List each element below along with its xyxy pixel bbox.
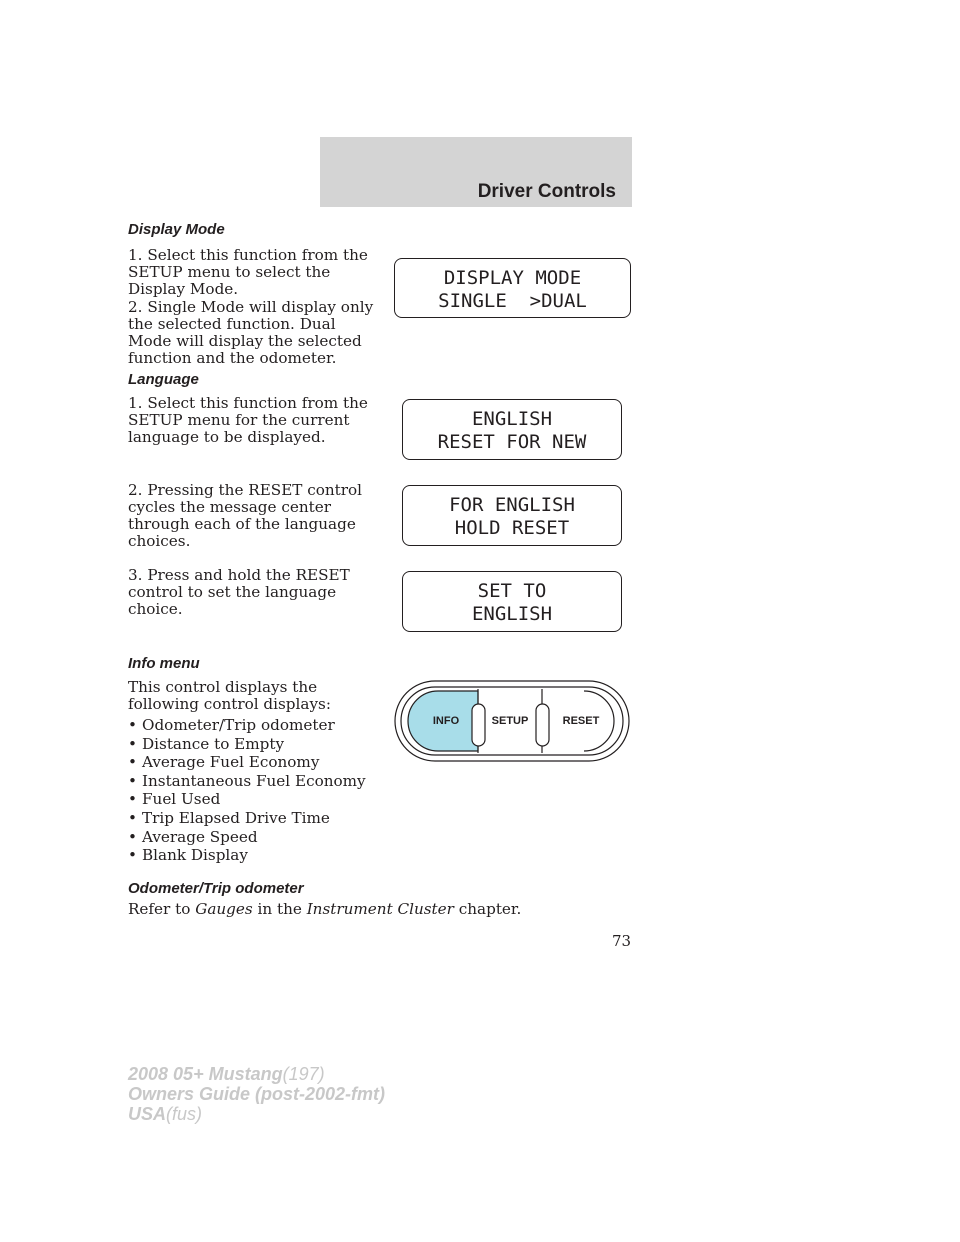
bullet-icon: • [128, 808, 137, 827]
bullet-icon: • [128, 846, 137, 865]
bullet-icon: • [128, 771, 137, 790]
list-item: • Average Speed [128, 827, 258, 846]
separator-bump-1 [472, 704, 485, 746]
page-number: 73 [612, 932, 632, 950]
section-title: Driver Controls [477, 181, 616, 202]
language-step-3: 3. Press and hold the RESET control to set the language choice. [128, 566, 350, 618]
reset-button[interactable]: RESET [562, 715, 600, 727]
info-button[interactable]: INFO [432, 715, 460, 727]
lcd-line-1: ENGLISH [471, 408, 553, 430]
list-item: • Instantaneous Fuel Economy [128, 771, 366, 790]
list-item: • Average Fuel Economy [128, 753, 320, 772]
lcd-line-1: SET TO [477, 580, 547, 602]
bullet-icon: • [128, 827, 137, 846]
odometer-text: Refer to Gauges in the Instrument Cluster chapter. [128, 900, 522, 918]
setup-button[interactable]: SETUP [491, 715, 529, 727]
list-item: • Fuel Used [128, 790, 221, 809]
list-item: • Odometer/Trip odometer [128, 716, 335, 734]
separator-bump-2 [536, 704, 549, 746]
info-menu-intro: This control displays the following control displays: [128, 678, 331, 713]
lcd-line-2: RESET FOR NEW [437, 431, 587, 453]
list-item: • Trip Elapsed Drive Time [128, 808, 330, 827]
list-item: • Distance to Empty [128, 734, 285, 753]
info-menu-list [128, 716, 366, 865]
language-step-1: 1. Select this function from the SETUP menu for the current language to be displayed. [128, 394, 368, 446]
lcd-line-2: HOLD RESET [454, 517, 570, 539]
header-band [320, 137, 632, 207]
language-lcd-set [402, 571, 622, 632]
bullet-icon: • [128, 753, 137, 772]
lcd-line-2: SINGLE >DUAL [438, 290, 587, 312]
lcd-line-2: ENGLISH [471, 603, 553, 625]
bullet-icon: • [128, 790, 137, 809]
bullet-icon: • [128, 734, 137, 753]
language-lcd-hold [402, 485, 622, 546]
odometer-heading: Odometer/Trip odometer [128, 880, 304, 897]
lcd-line-1: FOR ENGLISH [449, 494, 575, 516]
bullet-icon: • [128, 716, 137, 734]
lcd-line-1: DISPLAY MODE [443, 267, 582, 289]
display-mode-heading: Display Mode [128, 221, 225, 238]
message-center-control [394, 680, 630, 762]
instrument-cluster-reference: Instrument Cluster [306, 900, 454, 918]
display-mode-step-1: 1. Select this function from the SETUP menu to select the Display Mode. [128, 246, 368, 298]
list-item: • Blank Display [128, 846, 248, 865]
language-step-2: 2. Pressing the RESET control cycles the message center through each of the language choices. [128, 481, 363, 550]
display-mode-lcd [394, 258, 631, 318]
footer: 2008 05+ Mustang(197) Owners Guide (post-2002-fmt) USA(fus) [128, 1064, 386, 1124]
info-menu-heading: Info menu [128, 655, 200, 672]
language-heading: Language [128, 371, 199, 388]
display-mode-step-2: 2. Single Mode will display only the selected function. Dual Mode will display the selected function and the odometer. [128, 298, 374, 367]
language-lcd-english [402, 399, 622, 460]
gauges-reference: Gauges [195, 900, 253, 918]
